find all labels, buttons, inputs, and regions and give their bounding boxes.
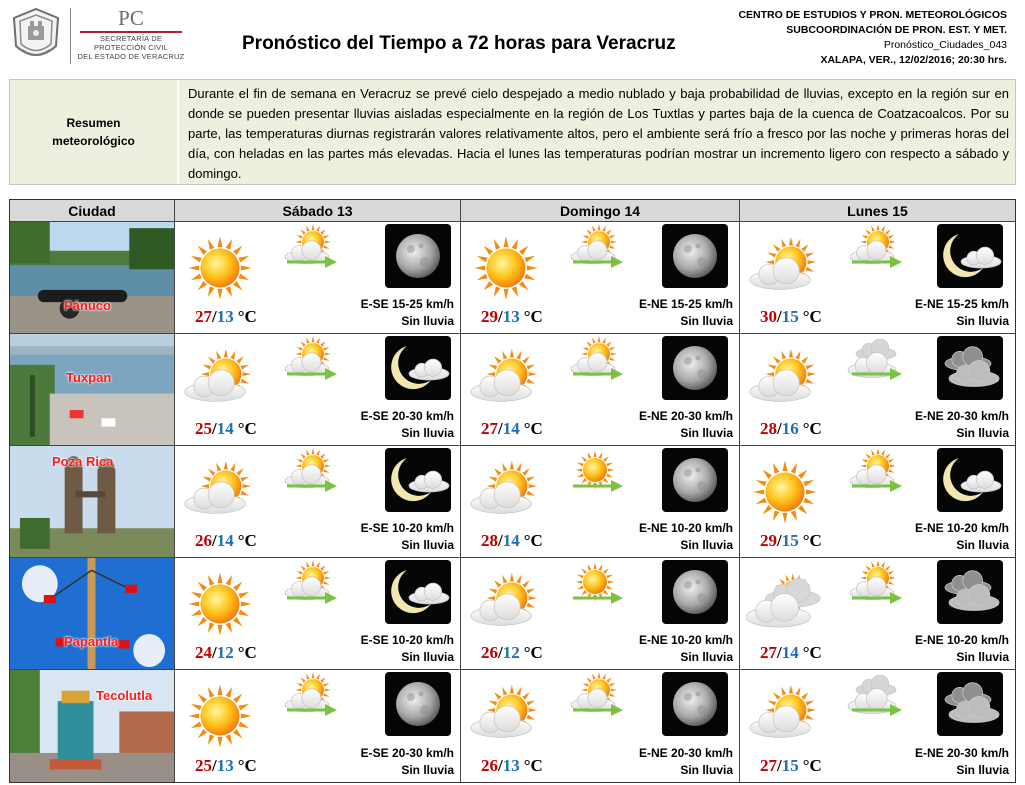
temp-min: 14 [502, 531, 520, 550]
temp-unit: °C [523, 756, 543, 775]
arrow-right-icon [287, 480, 337, 492]
forecast-cell [740, 446, 1015, 558]
city-cell [10, 446, 175, 558]
rain-text: Sin lluvia [680, 763, 733, 777]
temp-min: 16 [781, 419, 799, 438]
arrow-right-icon [287, 368, 337, 380]
wind-text: E-NE 20-30 km/h [638, 409, 733, 423]
city-cell [10, 222, 175, 334]
arrow-right-icon [287, 704, 337, 716]
issue-date: XALAPA, VER., 12/02/2016; 20:30 hrs. [820, 54, 1007, 66]
city-cell [10, 670, 175, 782]
crescent-moon-cloud-icon [385, 560, 451, 624]
temp-min: 15 [781, 307, 799, 326]
temp-unit: °C [523, 643, 543, 662]
temp-min: 13 [502, 307, 520, 326]
logo-subtitle [76, 34, 186, 61]
temp-min: 13 [502, 756, 520, 775]
wind-text: E-NE 20-30 km/h [914, 409, 1009, 423]
sun-cloud-icon [281, 336, 337, 388]
forecast-cell [175, 222, 461, 334]
temp-min: 14 [781, 643, 799, 662]
temperature: 26/12 °C [481, 643, 543, 662]
temperature: 25/14 °C [195, 419, 257, 438]
temperature: 29/13 °C [481, 307, 543, 326]
temp-unit: °C [802, 643, 822, 662]
temp-unit: °C [237, 419, 257, 438]
full-moon-icon [385, 224, 451, 288]
rain-text: Sin lluvia [401, 314, 454, 328]
sun-icon [181, 677, 259, 755]
temperature: 29/15 °C [760, 531, 822, 550]
temp-max: 27 [760, 643, 777, 662]
rain-text: Sin lluvia [401, 538, 454, 552]
arrow-right-icon [852, 256, 902, 268]
crescent-moon-cloud-icon [937, 224, 1003, 288]
temp-min: 14 [216, 419, 234, 438]
cloudy-icon [746, 565, 824, 643]
arrow-right-icon [852, 480, 902, 492]
wind-text: E-NE 10-20 km/h [638, 633, 733, 647]
rain-text: Sin lluvia [956, 426, 1009, 440]
forecast-cell [740, 334, 1015, 446]
temp-unit: °C [237, 531, 257, 550]
forecast-cell [461, 334, 740, 446]
city-photo [10, 222, 174, 333]
temp-max: 26 [481, 643, 498, 662]
temperature: 27/14 °C [481, 419, 543, 438]
logo-rule [80, 31, 182, 33]
wind-text: E-NE 20-30 km/h [914, 746, 1009, 760]
full-moon-icon [662, 448, 728, 512]
full-moon-icon [662, 336, 728, 400]
summary-text: Durante el fin de semana en Veracruz se prevé cielo despejado a medio nublado y baja probabilidad de lluvias, excepto en la región sur en donde se pueden presentar lluvias aisladas especialmente en la región de Los Tuxtlas y partes baja de la cuenca de Coatzacoalcos. Por su parte, las temperaturas diurnas registrarán valores relativamente altos, pero el ambiente será frío a fresco por las noche y primeras horas del día, con heladas en las partes más elevadas. Hacia el lunes las temperaturas podrían mostrar un incremento ligero con respecto a sábado y domingo. [177, 80, 1015, 184]
sun-cloud-icon [846, 224, 902, 276]
temperature: 28/16 °C [760, 419, 822, 438]
city-name: Poza Rica [52, 454, 114, 469]
full-moon-icon [662, 672, 728, 736]
forecast-cell [740, 222, 1015, 334]
sun-icon [181, 565, 259, 643]
forecast-table [9, 199, 1016, 783]
sun-cloud-icon [181, 453, 259, 531]
temp-min: 15 [781, 756, 799, 775]
night-clouds-icon [937, 336, 1003, 400]
city-photo [10, 558, 174, 669]
forecast-cell [461, 446, 740, 558]
temp-unit: °C [802, 531, 822, 550]
sun-cloud-icon [746, 229, 824, 307]
full-moon-icon [385, 672, 451, 736]
rain-text: Sin lluvia [956, 763, 1009, 777]
city-column-header: Ciudad [10, 200, 175, 222]
summary-label-line: meteorológico [52, 134, 135, 148]
sun-icon [467, 229, 545, 307]
temp-min: 14 [216, 531, 234, 550]
wind-text: E-NE 20-30 km/h [638, 746, 733, 760]
forecast-cell [175, 446, 461, 558]
logo-subtitle-line: PROTECCIÓN CIVIL [93, 43, 169, 52]
temp-min: 12 [502, 643, 520, 662]
temp-unit: °C [523, 307, 543, 326]
summary-label-line: Resumen [66, 116, 121, 130]
temp-max: 29 [760, 531, 777, 550]
full-moon-icon [662, 560, 728, 624]
summary-label [10, 80, 177, 184]
cloudy-icon [846, 672, 902, 724]
temperature: 25/13 °C [195, 756, 257, 775]
night-clouds-icon [937, 560, 1003, 624]
rain-text: Sin lluvia [956, 314, 1009, 328]
arrow-right-icon [287, 256, 337, 268]
city-cell [10, 334, 175, 446]
temp-max: 25 [195, 419, 212, 438]
arrow-right-icon [852, 704, 902, 716]
temperature: 27/14 °C [760, 643, 822, 662]
temp-max: 26 [481, 756, 498, 775]
sun-icon [567, 448, 623, 500]
rain-text: Sin lluvia [680, 314, 733, 328]
temp-max: 27 [195, 307, 212, 326]
document-title: Pronóstico del Tiempo a 72 horas para Veracruz [242, 33, 676, 54]
temp-unit: °C [802, 419, 822, 438]
temp-unit: °C [802, 307, 822, 326]
forecast-cell [175, 670, 461, 782]
wind-text: E-NE 10-20 km/h [914, 521, 1009, 535]
rain-text: Sin lluvia [680, 426, 733, 440]
temp-unit: °C [237, 643, 257, 662]
arrow-right-icon [287, 592, 337, 604]
temp-min: 15 [781, 531, 799, 550]
forecast-cell [175, 334, 461, 446]
wind-text: E-SE 15-25 km/h [360, 297, 454, 311]
wind-text: E-NE 15-25 km/h [914, 297, 1009, 311]
sun-cloud-icon [567, 224, 623, 276]
temp-unit: °C [237, 756, 257, 775]
temp-max: 30 [760, 307, 777, 326]
temperature: 27/13 °C [195, 307, 257, 326]
temp-unit: °C [523, 531, 543, 550]
temp-max: 26 [195, 531, 212, 550]
cloudy-icon [846, 336, 902, 388]
temperature: 27/15 °C [760, 756, 822, 775]
day-column-header: Sábado 13 [175, 200, 461, 222]
day-column-header: Lunes 15 [740, 200, 1015, 222]
arrow-right-icon [573, 368, 623, 380]
veracruz-seal-icon [8, 6, 64, 64]
rain-text: Sin lluvia [680, 650, 733, 664]
logo-pc-text: PC [118, 6, 144, 30]
sun-cloud-icon [467, 677, 545, 755]
temp-min: 12 [216, 643, 234, 662]
temp-max: 28 [760, 419, 777, 438]
full-moon-icon [662, 224, 728, 288]
sun-cloud-icon [567, 672, 623, 724]
logo-divider [70, 8, 71, 64]
forecast-cell [175, 558, 461, 670]
sun-icon [567, 560, 623, 612]
temp-max: 27 [760, 756, 777, 775]
temperature: 24/12 °C [195, 643, 257, 662]
night-clouds-icon [937, 672, 1003, 736]
temp-max: 29 [481, 307, 498, 326]
arrow-right-icon [852, 592, 902, 604]
sun-cloud-icon [281, 672, 337, 724]
arrow-right-icon [573, 480, 623, 492]
sun-cloud-icon [281, 448, 337, 500]
arrow-right-icon [573, 256, 623, 268]
arrow-right-icon [852, 368, 902, 380]
temp-max: 24 [195, 643, 212, 662]
wind-text: E-SE 10-20 km/h [360, 521, 454, 535]
wind-text: E-NE 10-20 km/h [914, 633, 1009, 647]
sun-cloud-icon [181, 341, 259, 419]
rain-text: Sin lluvia [401, 426, 454, 440]
city-photo [10, 334, 174, 445]
agency-line: CENTRO DE ESTUDIOS Y PRON. METEOROLÓGICOS [738, 9, 1007, 21]
sun-cloud-icon [281, 560, 337, 612]
day-column-header: Domingo 14 [461, 200, 740, 222]
rain-text: Sin lluvia [956, 650, 1009, 664]
sun-cloud-icon [846, 448, 902, 500]
sun-icon [746, 453, 824, 531]
sun-cloud-icon [467, 565, 545, 643]
crescent-moon-cloud-icon [937, 448, 1003, 512]
temp-unit: °C [802, 756, 822, 775]
forecast-cell [740, 670, 1015, 782]
temperature: 28/14 °C [481, 531, 543, 550]
wind-text: E-SE 10-20 km/h [360, 633, 454, 647]
city-name: Papantla [64, 634, 119, 649]
city-name: Pánuco [64, 298, 111, 313]
arrow-right-icon [573, 704, 623, 716]
sun-icon [181, 229, 259, 307]
temperature: 26/13 °C [481, 756, 543, 775]
agency-block [738, 8, 1007, 68]
sun-cloud-icon [567, 336, 623, 388]
wind-text: E-NE 15-25 km/h [638, 297, 733, 311]
city-photo [10, 670, 174, 782]
sun-cloud-icon [467, 341, 545, 419]
rain-text: Sin lluvia [401, 650, 454, 664]
crescent-moon-cloud-icon [385, 336, 451, 400]
agency-line: SUBCOORDINACIÓN DE PRON. EST. Y MET. [786, 24, 1007, 36]
sun-cloud-icon [467, 453, 545, 531]
forecast-cell [461, 558, 740, 670]
rain-text: Sin lluvia [680, 538, 733, 552]
sun-cloud-icon [746, 677, 824, 755]
sun-cloud-icon [846, 560, 902, 612]
logo-subtitle-line: SECRETARÍA DE [99, 34, 163, 43]
temp-min: 13 [216, 756, 234, 775]
city-cell [10, 558, 175, 670]
rain-text: Sin lluvia [956, 538, 1009, 552]
sun-cloud-icon [281, 224, 337, 276]
rain-text: Sin lluvia [401, 763, 454, 777]
sun-cloud-icon [746, 341, 824, 419]
arrow-right-icon [573, 592, 623, 604]
document-code: Pronóstico_Ciudades_043 [883, 39, 1007, 51]
temp-unit: °C [523, 419, 543, 438]
temp-unit: °C [237, 307, 257, 326]
forecast-cell [461, 222, 740, 334]
wind-text: E-NE 10-20 km/h [638, 521, 733, 535]
temp-min: 14 [502, 419, 520, 438]
forecast-cell [461, 670, 740, 782]
temperature: 30/15 °C [760, 307, 822, 326]
crescent-moon-cloud-icon [385, 448, 451, 512]
city-name: Tecolutla [96, 688, 153, 703]
temp-min: 13 [216, 307, 234, 326]
temperature: 26/14 °C [195, 531, 257, 550]
weather-summary [9, 79, 1016, 185]
city-name: Tuxpan [66, 370, 112, 385]
wind-text: E-SE 20-30 km/h [360, 409, 454, 423]
temp-max: 25 [195, 756, 212, 775]
temp-max: 27 [481, 419, 498, 438]
logo-subtitle-line: DEL ESTADO DE VERACRUZ [77, 52, 185, 61]
forecast-cell [740, 558, 1015, 670]
wind-text: E-SE 20-30 km/h [360, 746, 454, 760]
temp-max: 28 [481, 531, 498, 550]
